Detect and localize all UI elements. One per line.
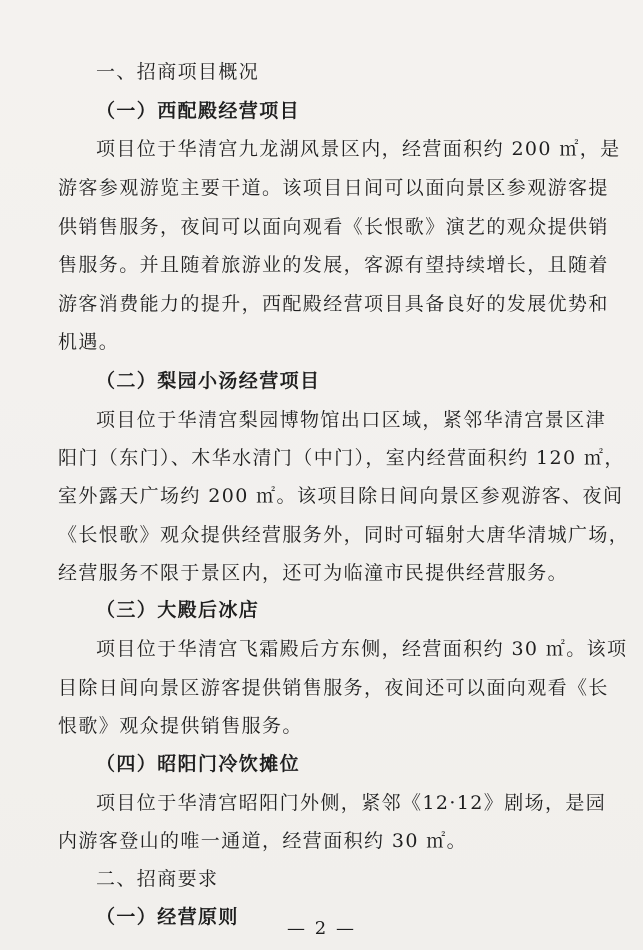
paragraph-line: 《长恨歌》观众提供经营服务外，同时可辐射大唐华清城广场， (58, 524, 630, 546)
paragraph-line: 阳门（东门）、木华水清门（中门），室内经营面积约 120 ㎡， (58, 447, 625, 469)
subheading-1: （一）西配殿经营项目 (96, 100, 301, 122)
paragraph-line: 游客参观游览主要干道。该项目日间可以面向景区参观游客提 (58, 177, 609, 199)
paragraph-line: 项目位于华清宫飞霜殿后方东侧，经营面积约 30 ㎡。该项 (96, 638, 628, 660)
paragraph-line: 目除日间向景区游客提供销售服务，夜间还可以面向观看《长 (58, 677, 609, 699)
section-heading-2: 二、招商要求 (96, 868, 219, 890)
paragraph-line: 经营服务不限于景区内，还可为临潼市民提供经营服务。 (58, 562, 569, 584)
paragraph-line: 内游客登山的唯一通道，经营面积约 30 ㎡。 (58, 830, 468, 852)
paragraph-line: 供销售服务，夜间可以面向观看《长恨歌》演艺的观众提供销 (58, 216, 609, 238)
paragraph-line: 游客消费能力的提升，西配殿经营项目具备良好的发展优势和 (58, 293, 609, 315)
paragraph-line: 项目位于华清宫九龙湖风景区内，经营面积约 200 ㎡，是 (96, 138, 621, 160)
subheading-2: （二）梨园小汤经营项目 (96, 370, 321, 392)
paragraph-line: 恨歌》观众提供销售服务。 (58, 715, 303, 737)
paragraph-line: 售服务。并且随着旅游业的发展，客源有望持续增长，且随着 (58, 254, 609, 276)
section-heading-1: 一、招商项目概况 (96, 61, 260, 83)
subheading-5: （一）经营原则 (96, 906, 239, 928)
page-number: — 2 — (287, 918, 356, 939)
subheading-3: （三）大殿后冰店 (96, 599, 260, 621)
paragraph-line: 室外露天广场约 200 ㎡。该项目除日间向景区参观游客、夜间 (58, 485, 624, 507)
paragraph-line: 项目位于华清宫梨园博物馆出口区域，紧邻华清宫景区津 (96, 409, 607, 431)
paragraph-line: 机遇。 (58, 331, 120, 353)
subheading-4: （四）昭阳门冷饮摊位 (96, 753, 301, 775)
paragraph-line: 项目位于华清宫昭阳门外侧，紧邻《12·12》剧场，是园 (96, 792, 607, 814)
